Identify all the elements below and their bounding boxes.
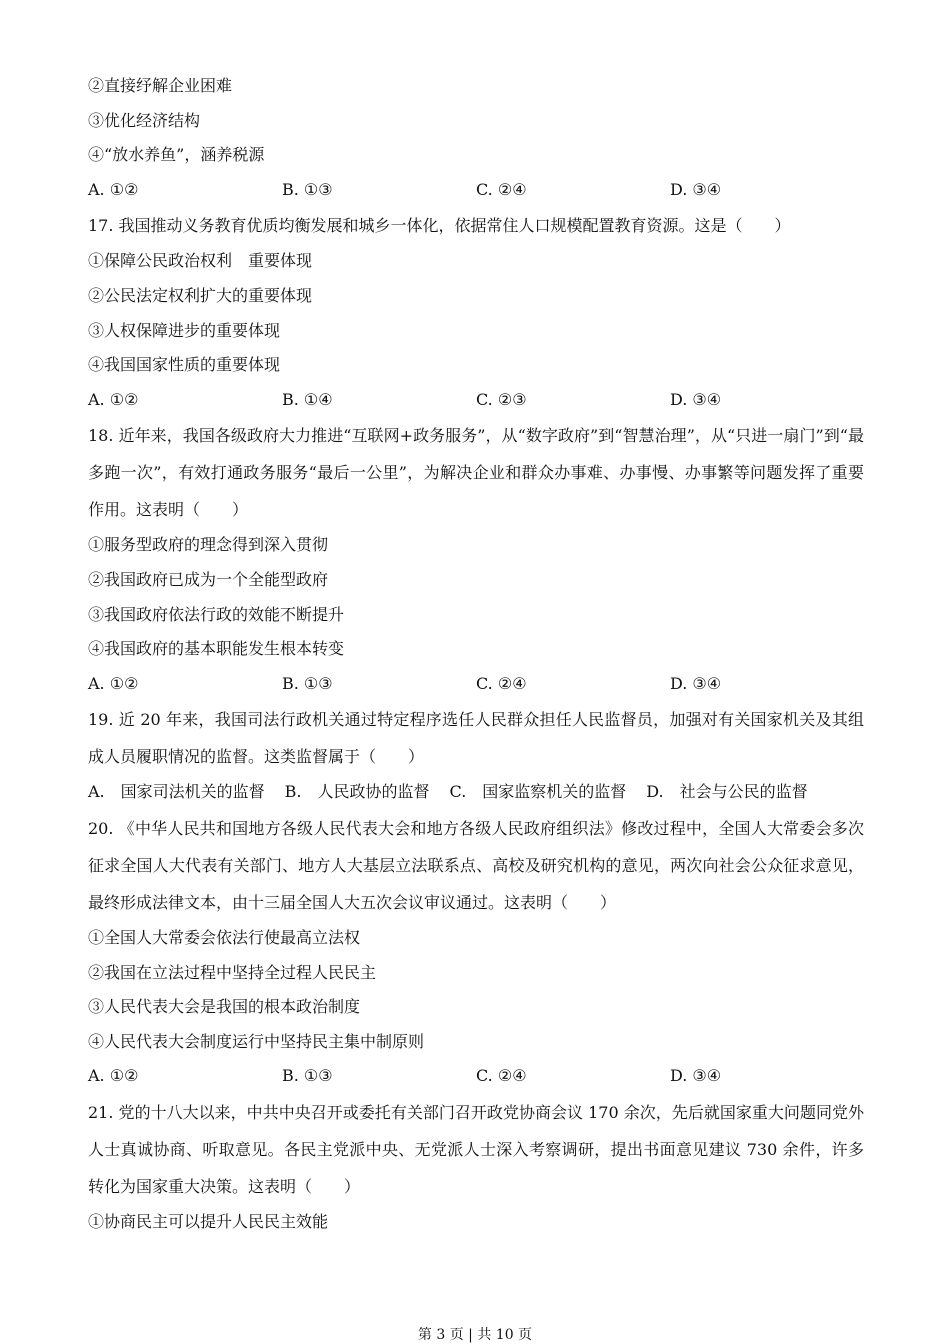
statement-line: ①协商民主可以提升人民民主效能 [88, 1211, 329, 1231]
answer-option: C. 国家监察机关的监督 [449, 782, 627, 802]
answer-options [88, 667, 864, 702]
statement-line: ③我国政府依法行政的效能不断提升 [88, 604, 345, 624]
answer-option: D. ③④ [670, 389, 722, 409]
answer-option: C. ②④ [476, 673, 527, 693]
answer-option: B. ①④ [282, 389, 333, 409]
answer-option: B. ①③ [282, 673, 333, 693]
answer-option: D. ③④ [670, 673, 722, 693]
answer-option: D. ③④ [670, 1066, 722, 1086]
statement-line: ②我国政府已成为一个全能型政府 [88, 569, 329, 589]
answer-option: B. 人民政协的监督 [284, 782, 430, 802]
answer-option: B. ①③ [282, 179, 333, 199]
answer-options [88, 173, 864, 208]
question-stem: 18. 近年来，我国各级政府大力推进“互联网+政务服务”，从“数字政府”到“智慧治理”，从“只进一扇门”到“最多跑一次”，有效打通政务服务“最后一公里”，为解决企业和群众办事难、办事慢、办事繁等问题发挥了重要作用。这表明（ ） [88, 426, 864, 520]
answer-options [88, 1059, 864, 1094]
statement-line: ④我国国家性质的重要体现 [88, 355, 281, 375]
answer-option: A. ①② [88, 673, 139, 693]
statement-line: ③人民代表大会是我国的根本政治制度 [88, 997, 361, 1017]
statement-line: ②直接纾解企业困难 [88, 76, 233, 95]
statement-line: ②公民法定权利扩大的重要体现 [88, 285, 313, 305]
question-stem: 19. 近 20 年来，我国司法行政机关通过特定程序选任人民群众担任人民监督员，加强对有关国家机关及其组成人员履职情况的监督。这类监督属于（ ） [88, 710, 864, 767]
statement-line: ①服务型政府的理念得到深入贯彻 [88, 535, 329, 555]
answer-option: A. ①② [88, 1066, 139, 1086]
answer-option: B. ①③ [282, 1066, 333, 1086]
statement-line: ③人权保障进步的重要体现 [88, 320, 281, 340]
answer-option: A. ①② [88, 389, 139, 409]
answer-options [88, 383, 864, 418]
statement-line: ④我国政府的基本职能发生根本转变 [88, 639, 345, 659]
statement-line: ①保障公民政治权利 重要体现 [88, 251, 313, 271]
answer-option: C. ②④ [476, 1066, 527, 1086]
answer-option: D. ③④ [670, 179, 722, 199]
answer-options [88, 775, 864, 810]
answer-option: A. 国家司法机关的监督 [88, 782, 265, 802]
question-stem: 21. 党的十八大以来，中共中央召开或委托有关部门召开政党协商会议 170 余次，先后就国家重大问题同党外人士真诚协商、听取意见。各民主党派中央、无党派人士深入考察调研，提出书面意见建议 730 余件，许多转化为国家重大决策。这表明（ ） [88, 1102, 864, 1196]
question-stem: 20. 《中华人民共和国地方各级人民代表大会和地方各级人民政府组织法》修改过程中，全国人大常委会多次征求全国人大代表有关部门、地方人大基层立法联系点、高校及研究机构的意见，两次向社会公众征求意见，最终形成法律文本，由十三届全国人大五次会议审议通过。这表明（ ） [88, 818, 864, 912]
statement-line: ④“放水养鱼”，涵养税源 [88, 145, 265, 165]
document-body [88, 69, 864, 1239]
answer-option: A. ①② [88, 179, 139, 199]
question-stem: 17. 我国推动义务教育优质均衡发展和城乡一体化，依据常住人口规模配置教育资源。这是（ ） [88, 216, 791, 236]
answer-option: C. ②④ [476, 179, 527, 199]
answer-option: C. ②③ [476, 389, 527, 409]
statement-line: ④人民代表大会制度运行中坚持民主集中制原则 [88, 1031, 425, 1051]
statement-line: ②我国在立法过程中坚持全过程人民民主 [88, 962, 377, 982]
answer-option: D. 社会与公民的监督 [646, 782, 808, 802]
page-footer: 第 3 页 | 共 10 页 [417, 1327, 533, 1343]
statement-line: ③优化经济结构 [88, 110, 201, 130]
statement-line: ①全国人大常委会依法行使最高立法权 [88, 927, 361, 947]
